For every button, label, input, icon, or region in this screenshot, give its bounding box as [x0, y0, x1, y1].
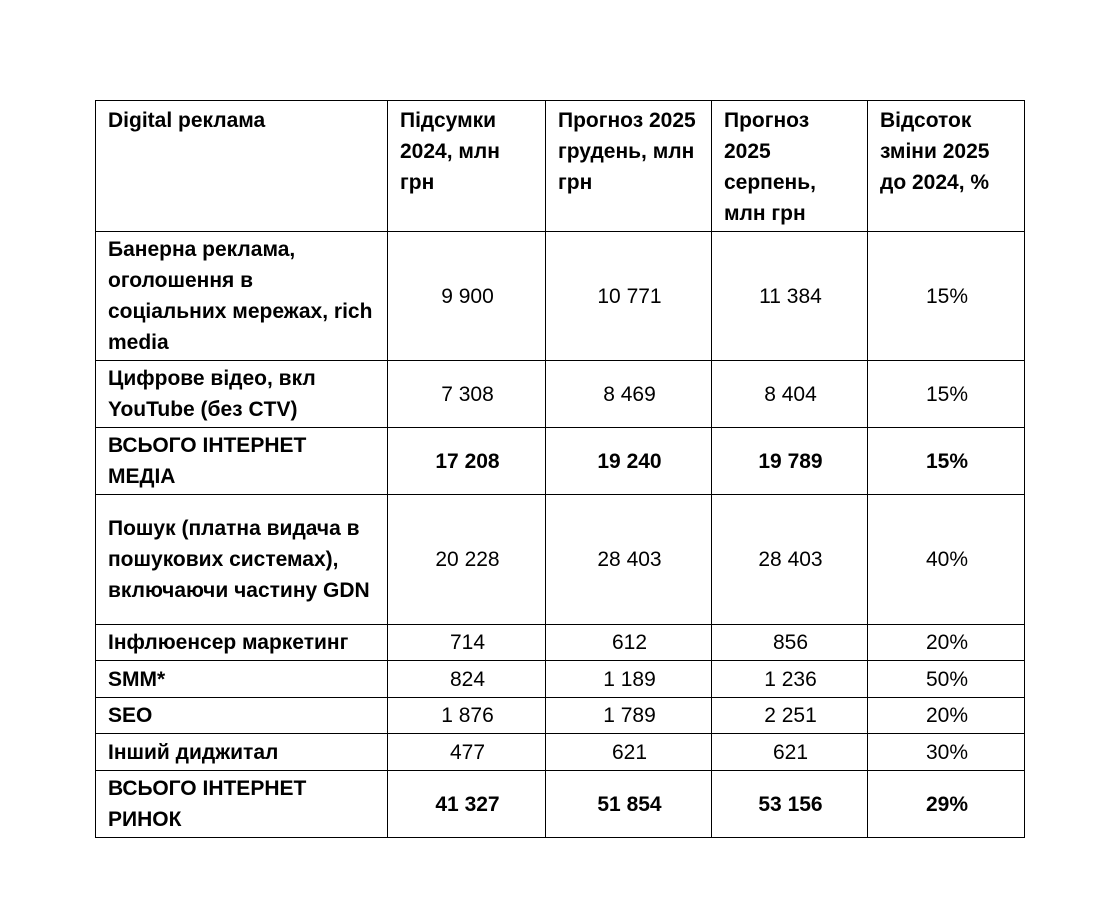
cell-dec-2025: 28 403	[546, 495, 712, 625]
cell-aug-2025: 8 404	[712, 361, 868, 428]
cell-change: 40%	[868, 495, 1025, 625]
table-row	[96, 734, 1025, 771]
cell-change: 15%	[868, 232, 1025, 361]
header-total-2024: Підсумки 2024, млн грн	[388, 101, 546, 232]
table-row	[96, 698, 1025, 734]
cell-change: 20%	[868, 698, 1025, 734]
cell-2024: 477	[388, 734, 546, 771]
table-row	[96, 661, 1025, 698]
row-label: Інфлюенсер маркетинг	[96, 625, 388, 661]
digital-ad-table	[95, 100, 1025, 838]
cell-change: 50%	[868, 661, 1025, 698]
cell-2024: 714	[388, 625, 546, 661]
cell-aug-2025: 856	[712, 625, 868, 661]
row-label: SEO	[96, 698, 388, 734]
row-label: Інший диджитал	[96, 734, 388, 771]
row-label: ВСЬОГО ІНТЕРНЕТ МЕДІА	[96, 428, 388, 495]
cell-aug-2025: 2 251	[712, 698, 868, 734]
cell-aug-2025: 19 789	[712, 428, 868, 495]
cell-dec-2025: 10 771	[546, 232, 712, 361]
cell-change: 20%	[868, 625, 1025, 661]
cell-aug-2025: 53 156	[712, 771, 868, 838]
cell-dec-2025: 51 854	[546, 771, 712, 838]
cell-aug-2025: 1 236	[712, 661, 868, 698]
cell-2024: 7 308	[388, 361, 546, 428]
table-row-total	[96, 428, 1025, 495]
cell-aug-2025: 11 384	[712, 232, 868, 361]
cell-aug-2025: 28 403	[712, 495, 868, 625]
cell-2024: 17 208	[388, 428, 546, 495]
table-header-row	[96, 101, 1025, 232]
cell-2024: 1 876	[388, 698, 546, 734]
row-label: ВСЬОГО ІНТЕРНЕТ РИНОК	[96, 771, 388, 838]
cell-2024: 20 228	[388, 495, 546, 625]
table-row	[96, 495, 1025, 625]
cell-change: 30%	[868, 734, 1025, 771]
row-label: Пошук (платна видача в пошукових системах), включаючи частину GDN	[96, 495, 388, 625]
header-forecast-dec-2025: Прогноз 2025 грудень, млн грн	[546, 101, 712, 232]
cell-2024: 9 900	[388, 232, 546, 361]
cell-dec-2025: 8 469	[546, 361, 712, 428]
cell-dec-2025: 621	[546, 734, 712, 771]
cell-change: 15%	[868, 428, 1025, 495]
row-label: Цифрове відео, вкл YouTube (без CTV)	[96, 361, 388, 428]
header-forecast-aug-2025: Прогноз 2025 серпень, млн грн	[712, 101, 868, 232]
cell-change: 15%	[868, 361, 1025, 428]
header-change-percent: Відсоток зміни 2025 до 2024, %	[868, 101, 1025, 232]
cell-2024: 41 327	[388, 771, 546, 838]
header-category: Digital реклама	[96, 101, 388, 232]
table-row-total	[96, 771, 1025, 838]
cell-2024: 824	[388, 661, 546, 698]
cell-change: 29%	[868, 771, 1025, 838]
table-row	[96, 625, 1025, 661]
row-label: Банерна реклама, оголошення в соціальних мережах, rich media	[96, 232, 388, 361]
row-label: SMM*	[96, 661, 388, 698]
cell-dec-2025: 612	[546, 625, 712, 661]
cell-dec-2025: 19 240	[546, 428, 712, 495]
table-row	[96, 232, 1025, 361]
table-row	[96, 361, 1025, 428]
cell-aug-2025: 621	[712, 734, 868, 771]
cell-dec-2025: 1 189	[546, 661, 712, 698]
cell-dec-2025: 1 789	[546, 698, 712, 734]
